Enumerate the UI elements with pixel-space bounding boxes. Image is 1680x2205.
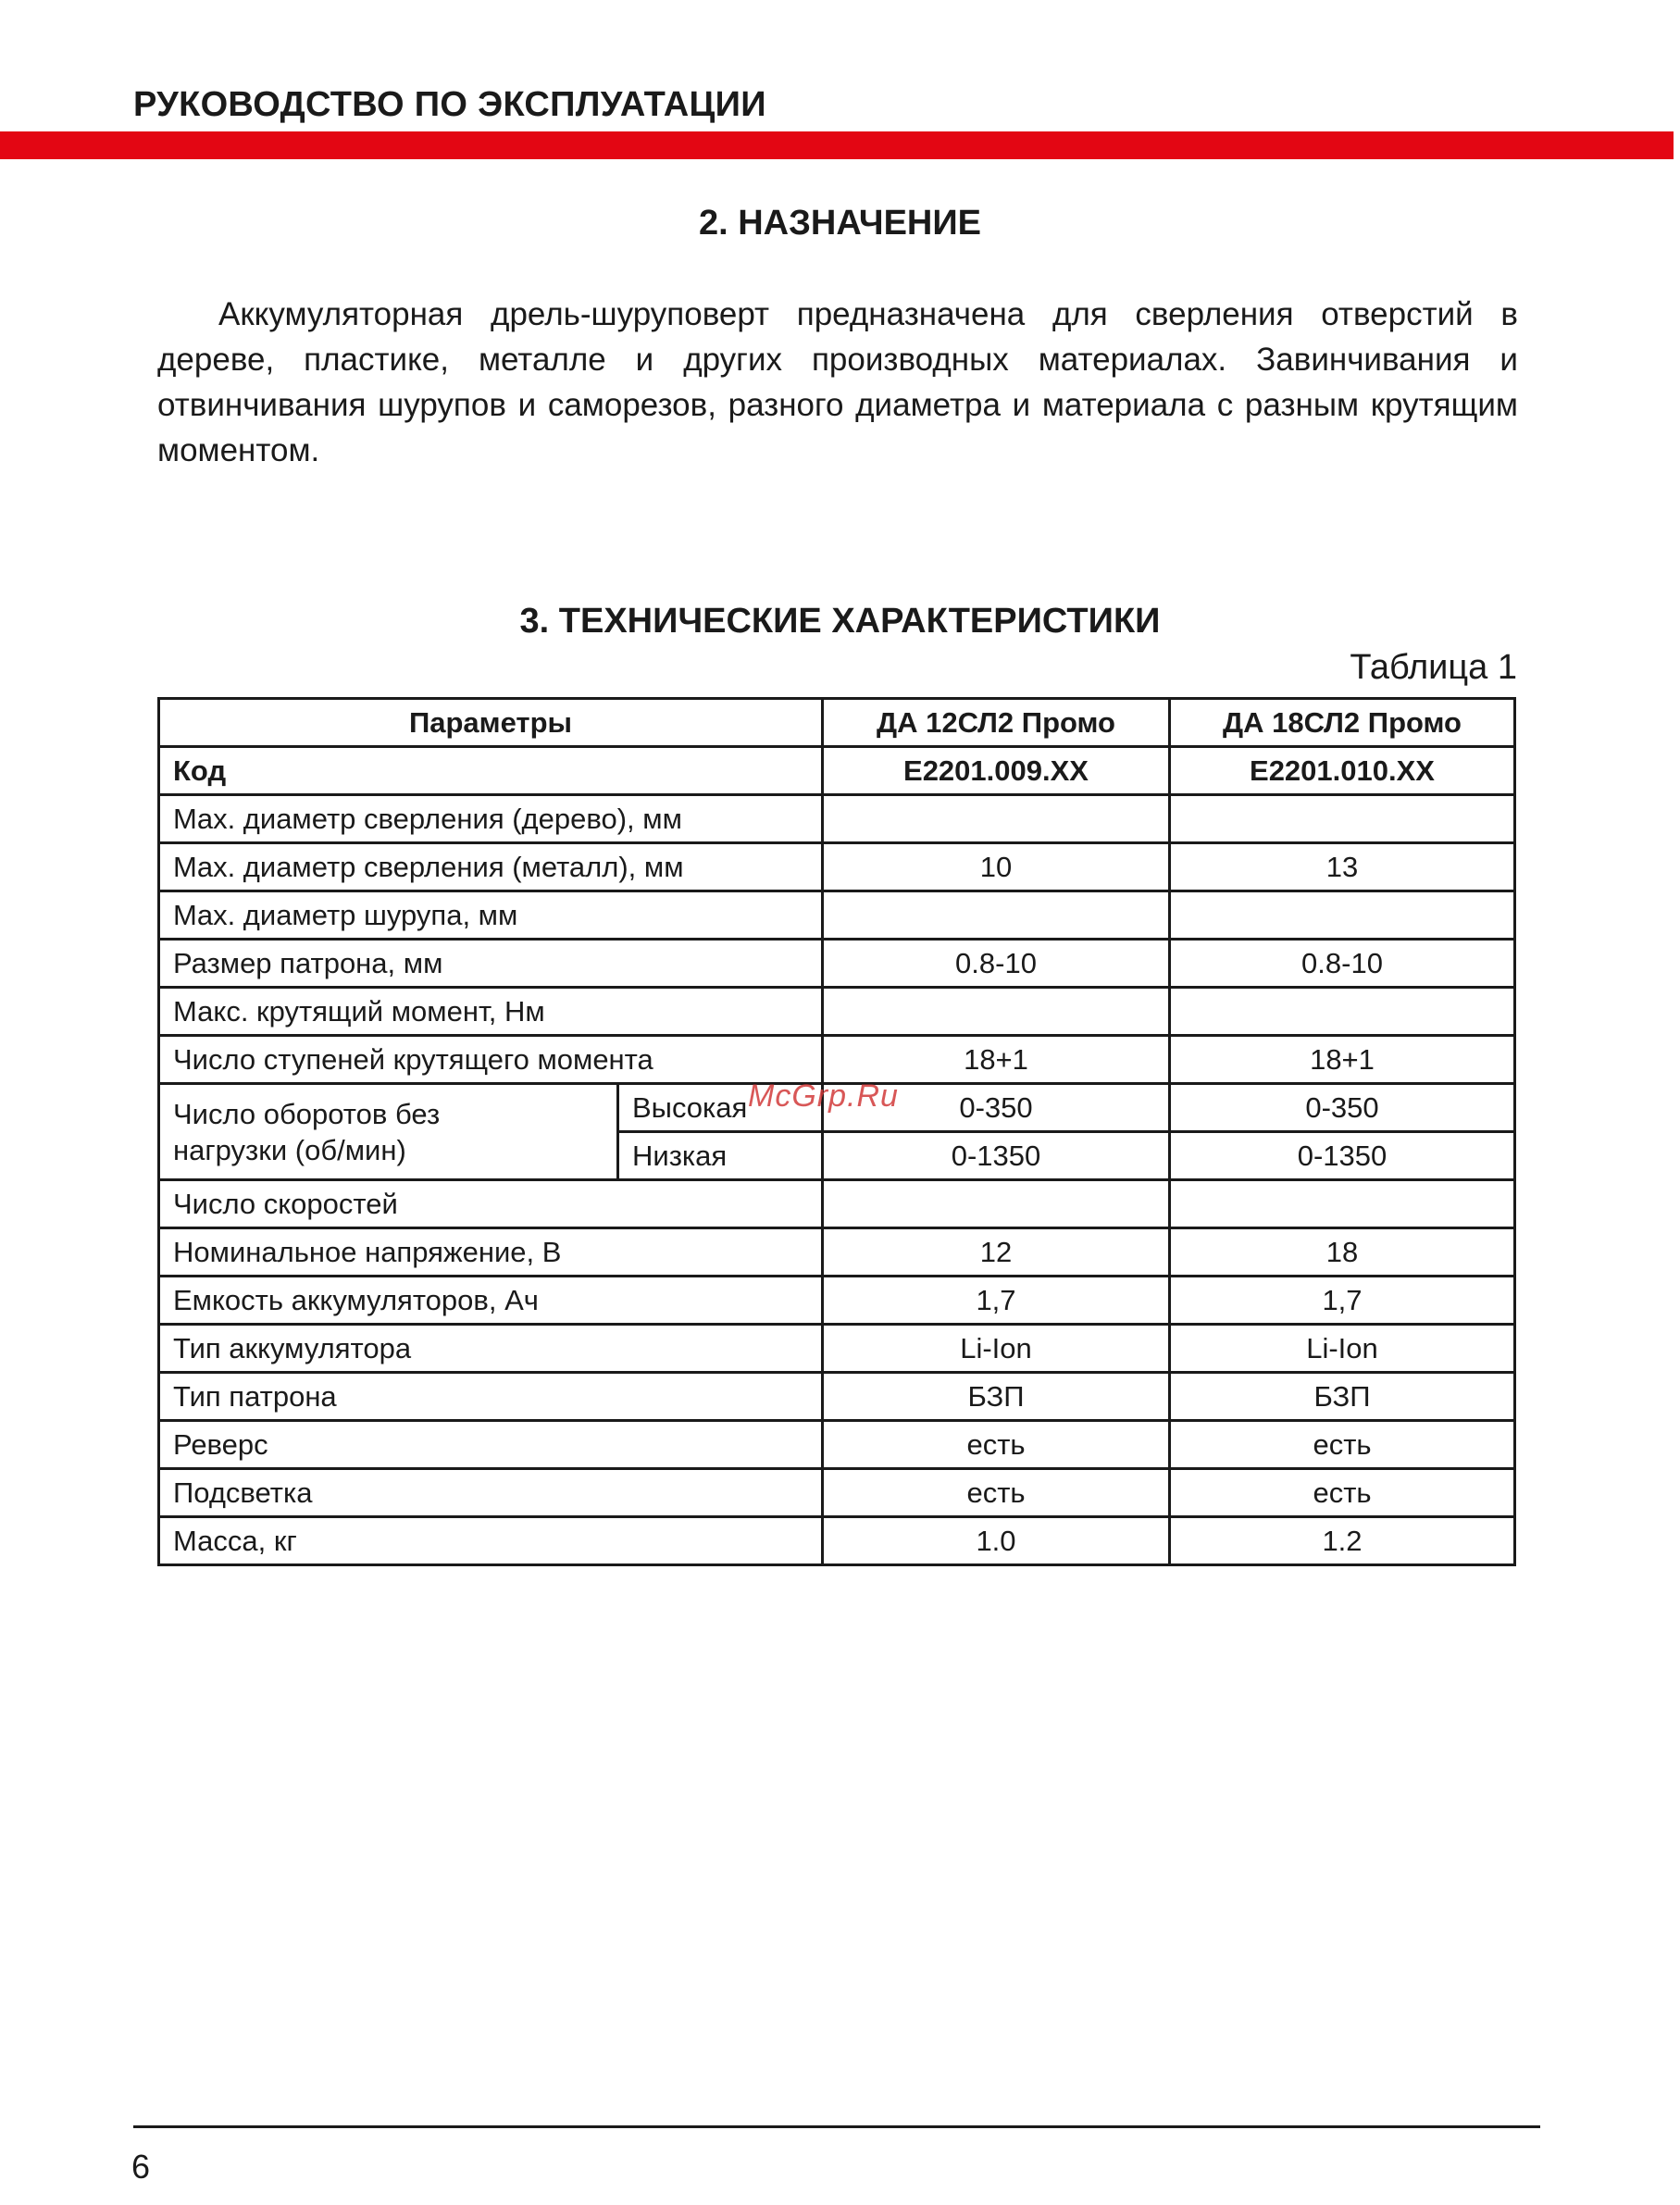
row-label: Масса, кг (159, 1517, 823, 1565)
table-row (159, 1469, 1515, 1517)
row-label: Размер патрона, мм (159, 940, 823, 988)
row-value-model-12 (823, 1180, 1170, 1228)
table-header-row (159, 699, 1515, 747)
header-cell-parameters: Параметры (159, 699, 823, 747)
table-row (159, 1325, 1515, 1373)
footer-divider (133, 2125, 1540, 2128)
row-label: Код (159, 747, 823, 795)
row-value-model-18 (1170, 795, 1515, 843)
row-value-model-18 (1170, 891, 1515, 940)
table-row (159, 940, 1515, 988)
header-cell-model-12: ДА 12СЛ2 Промо (823, 699, 1170, 747)
row-value-model-12: 10 (823, 843, 1170, 891)
table-row (159, 988, 1515, 1036)
row-value-model-18: 18 (1170, 1228, 1515, 1277)
row-value-model-12: 12 (823, 1228, 1170, 1277)
row-label: Max. диаметр шурупа, мм (159, 891, 823, 940)
table-row (159, 891, 1515, 940)
row-label: Емкость аккумуляторов, Ач (159, 1277, 823, 1325)
row-value-model-12: 0-350 (823, 1084, 1170, 1132)
row-label: Номинальное напряжение, В (159, 1228, 823, 1277)
row-value-model-12: 18+1 (823, 1036, 1170, 1084)
rpm-sublabel-low: Низкая (618, 1132, 823, 1180)
row-value-model-18: E2201.010.XX (1170, 747, 1515, 795)
row-value-model-12: БЗП (823, 1373, 1170, 1421)
table-row (159, 843, 1515, 891)
row-label: Макс. крутящий момент, Нм (159, 988, 823, 1036)
row-value-model-18: есть (1170, 1421, 1515, 1469)
header-cell-model-18: ДА 18СЛ2 Промо (1170, 699, 1515, 747)
row-value-model-18: 0.8-10 (1170, 940, 1515, 988)
specifications-table (157, 697, 1516, 1566)
table-row (159, 1036, 1515, 1084)
table-row-code (159, 747, 1515, 795)
rpm-label-line-1: Число оборотов без (173, 1097, 441, 1130)
table-row (159, 1373, 1515, 1421)
row-value-model-12: 0.8-10 (823, 940, 1170, 988)
section-3-title: 3. ТЕХНИЧЕСКИЕ ХАРАКТЕРИСТИКИ (519, 602, 1161, 641)
row-value-model-18: 1.2 (1170, 1517, 1515, 1565)
section-2-paragraph: Аккумуляторная дрель-шуруповерт предназначена для сверления отверстий в дереве, пластике, металле и других производных материалах. Завинчивания и отвинчивания шурупов и саморезов, разного диаметра и материала с разным крутящим моментом. (157, 296, 1518, 468)
table-row (159, 1421, 1515, 1469)
row-value-model-12 (823, 988, 1170, 1036)
row-label: Реверс (159, 1421, 823, 1469)
row-value-model-18: 0-350 (1170, 1084, 1515, 1132)
row-value-model-12 (823, 795, 1170, 843)
row-label: Число скоростей (159, 1180, 823, 1228)
row-value-model-12 (823, 891, 1170, 940)
row-label: Max. диаметр сверления (дерево), мм (159, 795, 823, 843)
table-row (159, 795, 1515, 843)
row-label: Тип аккумулятора (159, 1325, 823, 1373)
row-value-model-18: БЗП (1170, 1373, 1515, 1421)
row-value-model-18: 0-1350 (1170, 1132, 1515, 1180)
table-row (159, 1180, 1515, 1228)
row-label: Max. диаметр сверления (металл), мм (159, 843, 823, 891)
row-value-model-12: E2201.009.XX (823, 747, 1170, 795)
row-value-model-12: Li-Ion (823, 1325, 1170, 1373)
row-value-model-12: есть (823, 1421, 1170, 1469)
row-value-model-18: Li-Ion (1170, 1325, 1515, 1373)
row-label: Число ступеней крутящего момента (159, 1036, 823, 1084)
row-value-model-18: 1,7 (1170, 1277, 1515, 1325)
row-value-model-12: 0-1350 (823, 1132, 1170, 1180)
rpm-label-cell (159, 1084, 618, 1180)
row-label: Тип патрона (159, 1373, 823, 1421)
row-value-model-12: 1,7 (823, 1277, 1170, 1325)
header-red-bar (0, 131, 1674, 159)
watermark-text: McGrp.Ru (748, 1078, 899, 1114)
table-row (159, 1228, 1515, 1277)
section-2-title: 2. НАЗНАЧЕНИЕ (698, 204, 982, 243)
row-value-model-12: 1.0 (823, 1517, 1170, 1565)
table-caption: Таблица 1 (1350, 648, 1517, 687)
rpm-sublabel-high: Высокая (618, 1084, 823, 1132)
table-row (159, 1517, 1515, 1565)
rpm-label-line-2: нагрузки (об/мин) (173, 1133, 406, 1166)
table-row (159, 1277, 1515, 1325)
page-number: 6 (131, 2148, 151, 2186)
document-header-title: РУКОВОДСТВО ПО ЭКСПЛУАТАЦИИ (133, 85, 766, 124)
row-value-model-18: есть (1170, 1469, 1515, 1517)
row-value-model-18: 18+1 (1170, 1036, 1515, 1084)
row-label: Подсветка (159, 1469, 823, 1517)
row-value-model-18 (1170, 1180, 1515, 1228)
row-value-model-18: 13 (1170, 843, 1515, 891)
row-value-model-12: есть (823, 1469, 1170, 1517)
row-value-model-18 (1170, 988, 1515, 1036)
